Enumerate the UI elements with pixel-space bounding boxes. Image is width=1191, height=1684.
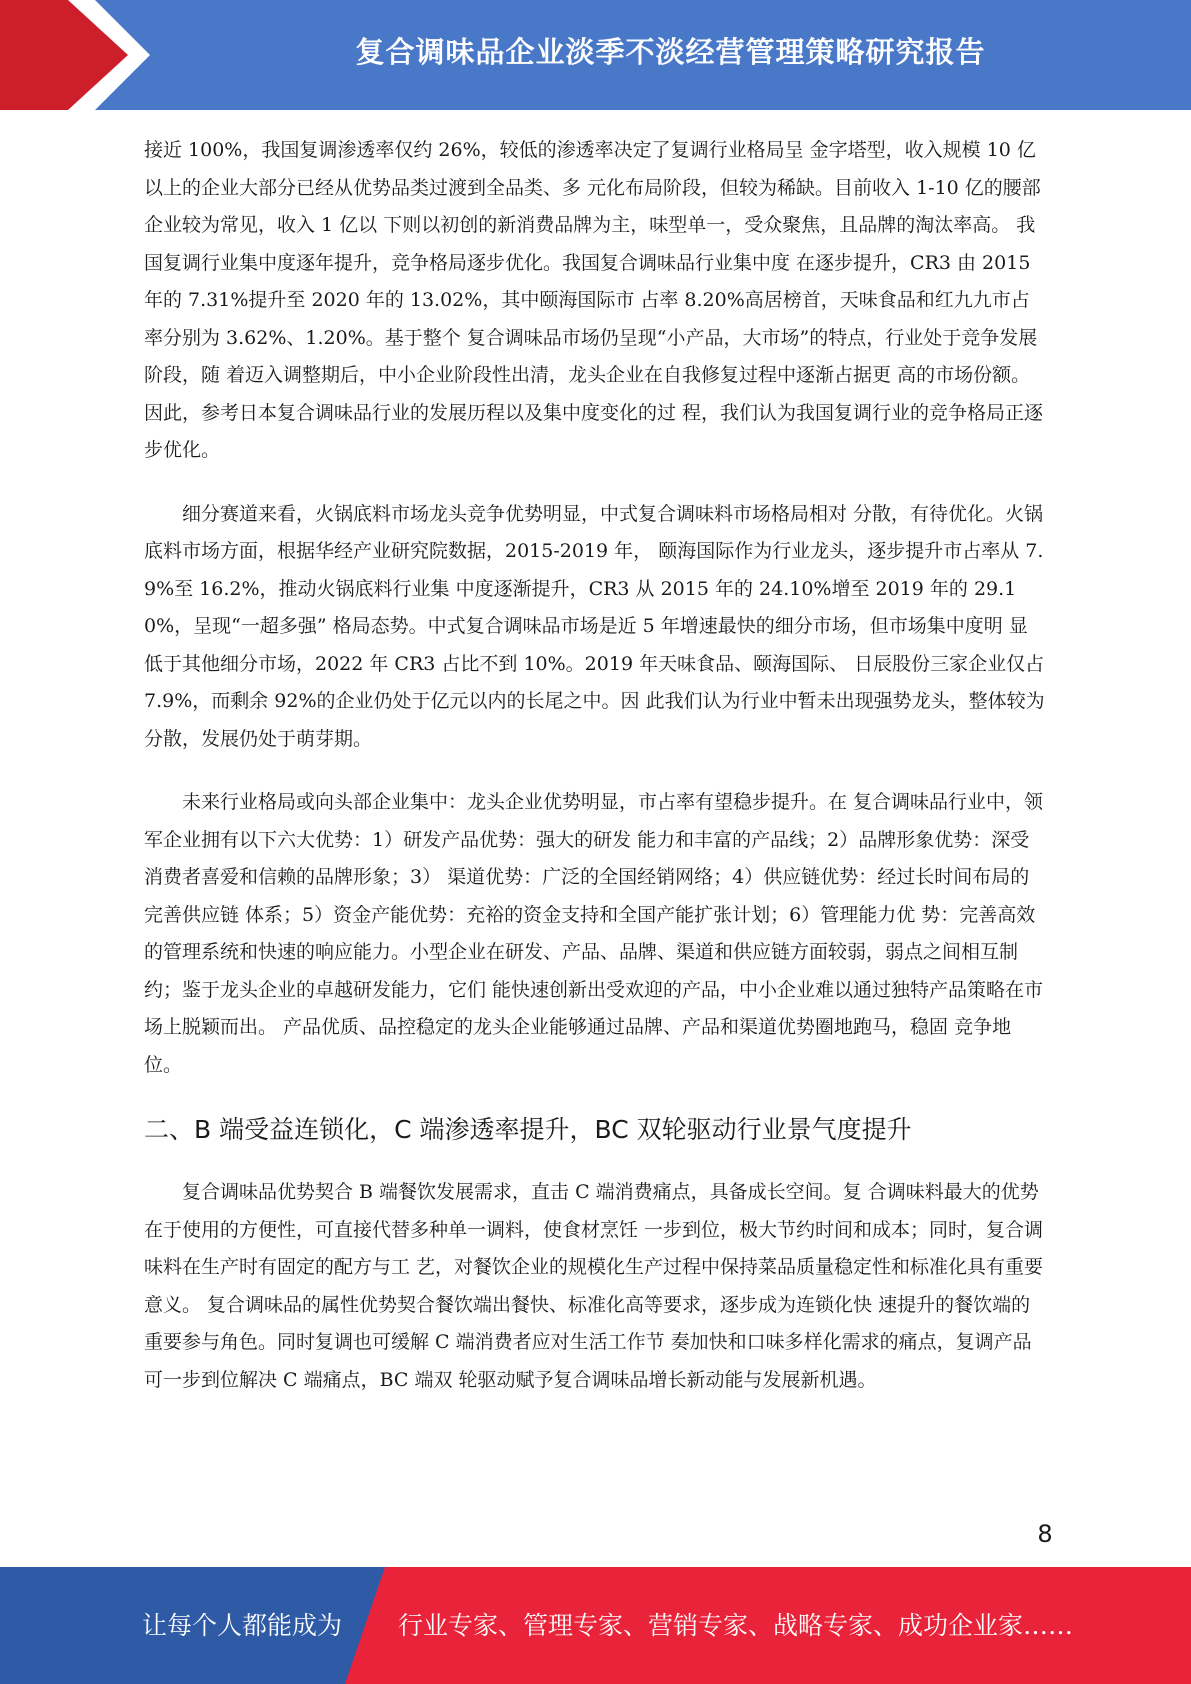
footer-slogan-roles: 行业专家、管理专家、营销专家、战略专家、成功企业家…… [398,1611,1074,1640]
footer-slogan-lead: 让每个人都能成为 [142,1611,343,1640]
section-heading: 二、B 端受益连锁化，C 端渗透率提升，BC 双轮驱动行业景气度提升 [144,1115,912,1144]
section-paragraph: 复合调味品优势契合 B 端餐饮发展需求，直击 C 端消费痛点，具备成长空间。复 合调味料最大的优势在于使用的方便性，可直接代替多种单一调料，使食材烹饪 一步到位，极大节约时间和成本；同时，复合调味料在生产时有固定的配方与工 艺，对餐饮企业的规模化生产过程中保持菜品质量稳定性和标准化具有重要意义。 复合调味品的属性优势契合餐饮端出餐快、标准化高等要求，逐步成为连锁化快 速提升的餐饮端的重要参与角色。同时复调也可缓解 C 端消费者应对生活工作节 奏加快和口味多样化需求的痛点，复调产品可一步到位解决 C 端痛点，BC 端双 轮驱动赋予复合调味品增长新动能与发展新机遇。 [144,1181,1044,1391]
header-arrow-decoration [0,0,160,110]
body-paragraph-3: 未来行业格局或向头部企业集中：龙头企业优势明显，市占率有望稳步提升。在 复合调味品行业中，领军企业拥有以下六大优势：1）研发产品优势：强大的研发 能力和丰富的产品线；2）品牌形象优势：深受消费者喜爱和信赖的品牌形象；3） 渠道优势：广泛的全国经销网络；4）供应链优势：经过长时间布局的完善供应链 体系；5）资金产能优势：充裕的资金支持和全国产能扩张计划；6）管理能力优 势：完善高效的管理系统和快速的响应能力。小型企业在研发、产品、品牌、渠道和供应链方面较弱，弱点之间相互制约；鉴于龙头企业的卓越研发能力，它们 能快速创新出受欢迎的产品，中小企业难以通过独特产品策略在市场上脱颖而出。 产品优质、品控稳定的龙头企业能够通过品牌、产品和渠道优势圈地跑马，稳固 竞争地位。 [144,791,1044,1076]
body-paragraph-2: 细分赛道来看，火锅底料市场龙头竞争优势明显，中式复合调味料市场格局相对 分散，有待优化。火锅底料市场方面，根据华经产业研究院数据，2015-2019 年， 颐海国际作为行业龙头，逐步提升市占率从 7.9%至 16.2%，推动火锅底料行业集 中度逐渐提升，CR3 从 2015 年的 24.10%增至 2019 年的 29.10%，呈现“一超多强” 格局态势。中式复合调味品市场是近 5 年增速最快的细分市场，但市场集中度明 显低于其他细分市场，2022 年 CR3 占比不到 10%。2019 年天味食品、颐海国际、 日辰股份三家企业仅占 7.9%，而剩余 92%的企业仍处于亿元以内的长尾之中。因 此我们认为行业中暂未出现强势龙头，整体较为分散，发展仍处于萌芽期。 [144,502,1045,750]
page-header [0,0,1191,110]
document-body [144,132,1046,1425]
body-paragraph-1: 接近 100%，我国复调渗透率仅约 26%，较低的渗透率决定了复调行业格局呈 金字塔型，收入规模 10 亿以上的企业大部分已经从优势品类过渡到全品类、多 元化布局阶段，但较为稀缺。目前收入 1-10 亿的腰部企业较为常见，收入 1 亿以 下则以初创的新消费品牌为主，味型单一，受众聚焦，且品牌的淘汰率高。 我国复调行业集中度逐年提升，竞争格局逐步优化。我国复合调味品行业集中度 在逐步提升，CR3 由 2015 年的 7.31%提升至 2020 年的 13.02%，其中颐海国际市 占率 8.20%高居榜首，天味食品和红九九市占率分别为 3.62%、1.20%。基于整个 复合调味品市场仍呈现“小产品，大市场”的特点，行业处于竞争发展阶段，随 着迈入调整期后，中小企业阶段性出清，龙头企业在自我修复过程中逐渐占据更 高的市场份额。因此，参考日本复合调味品行业的发展历程以及集中度变化的过 程，我们认为我国复调行业的竞争格局正逐步优化。 [144,139,1044,461]
report-title: 复合调味品企业淡季不淡经营管理策略研究报告 [355,34,986,69]
page-number: 8 [1037,1520,1053,1548]
page-footer [0,1567,1191,1684]
